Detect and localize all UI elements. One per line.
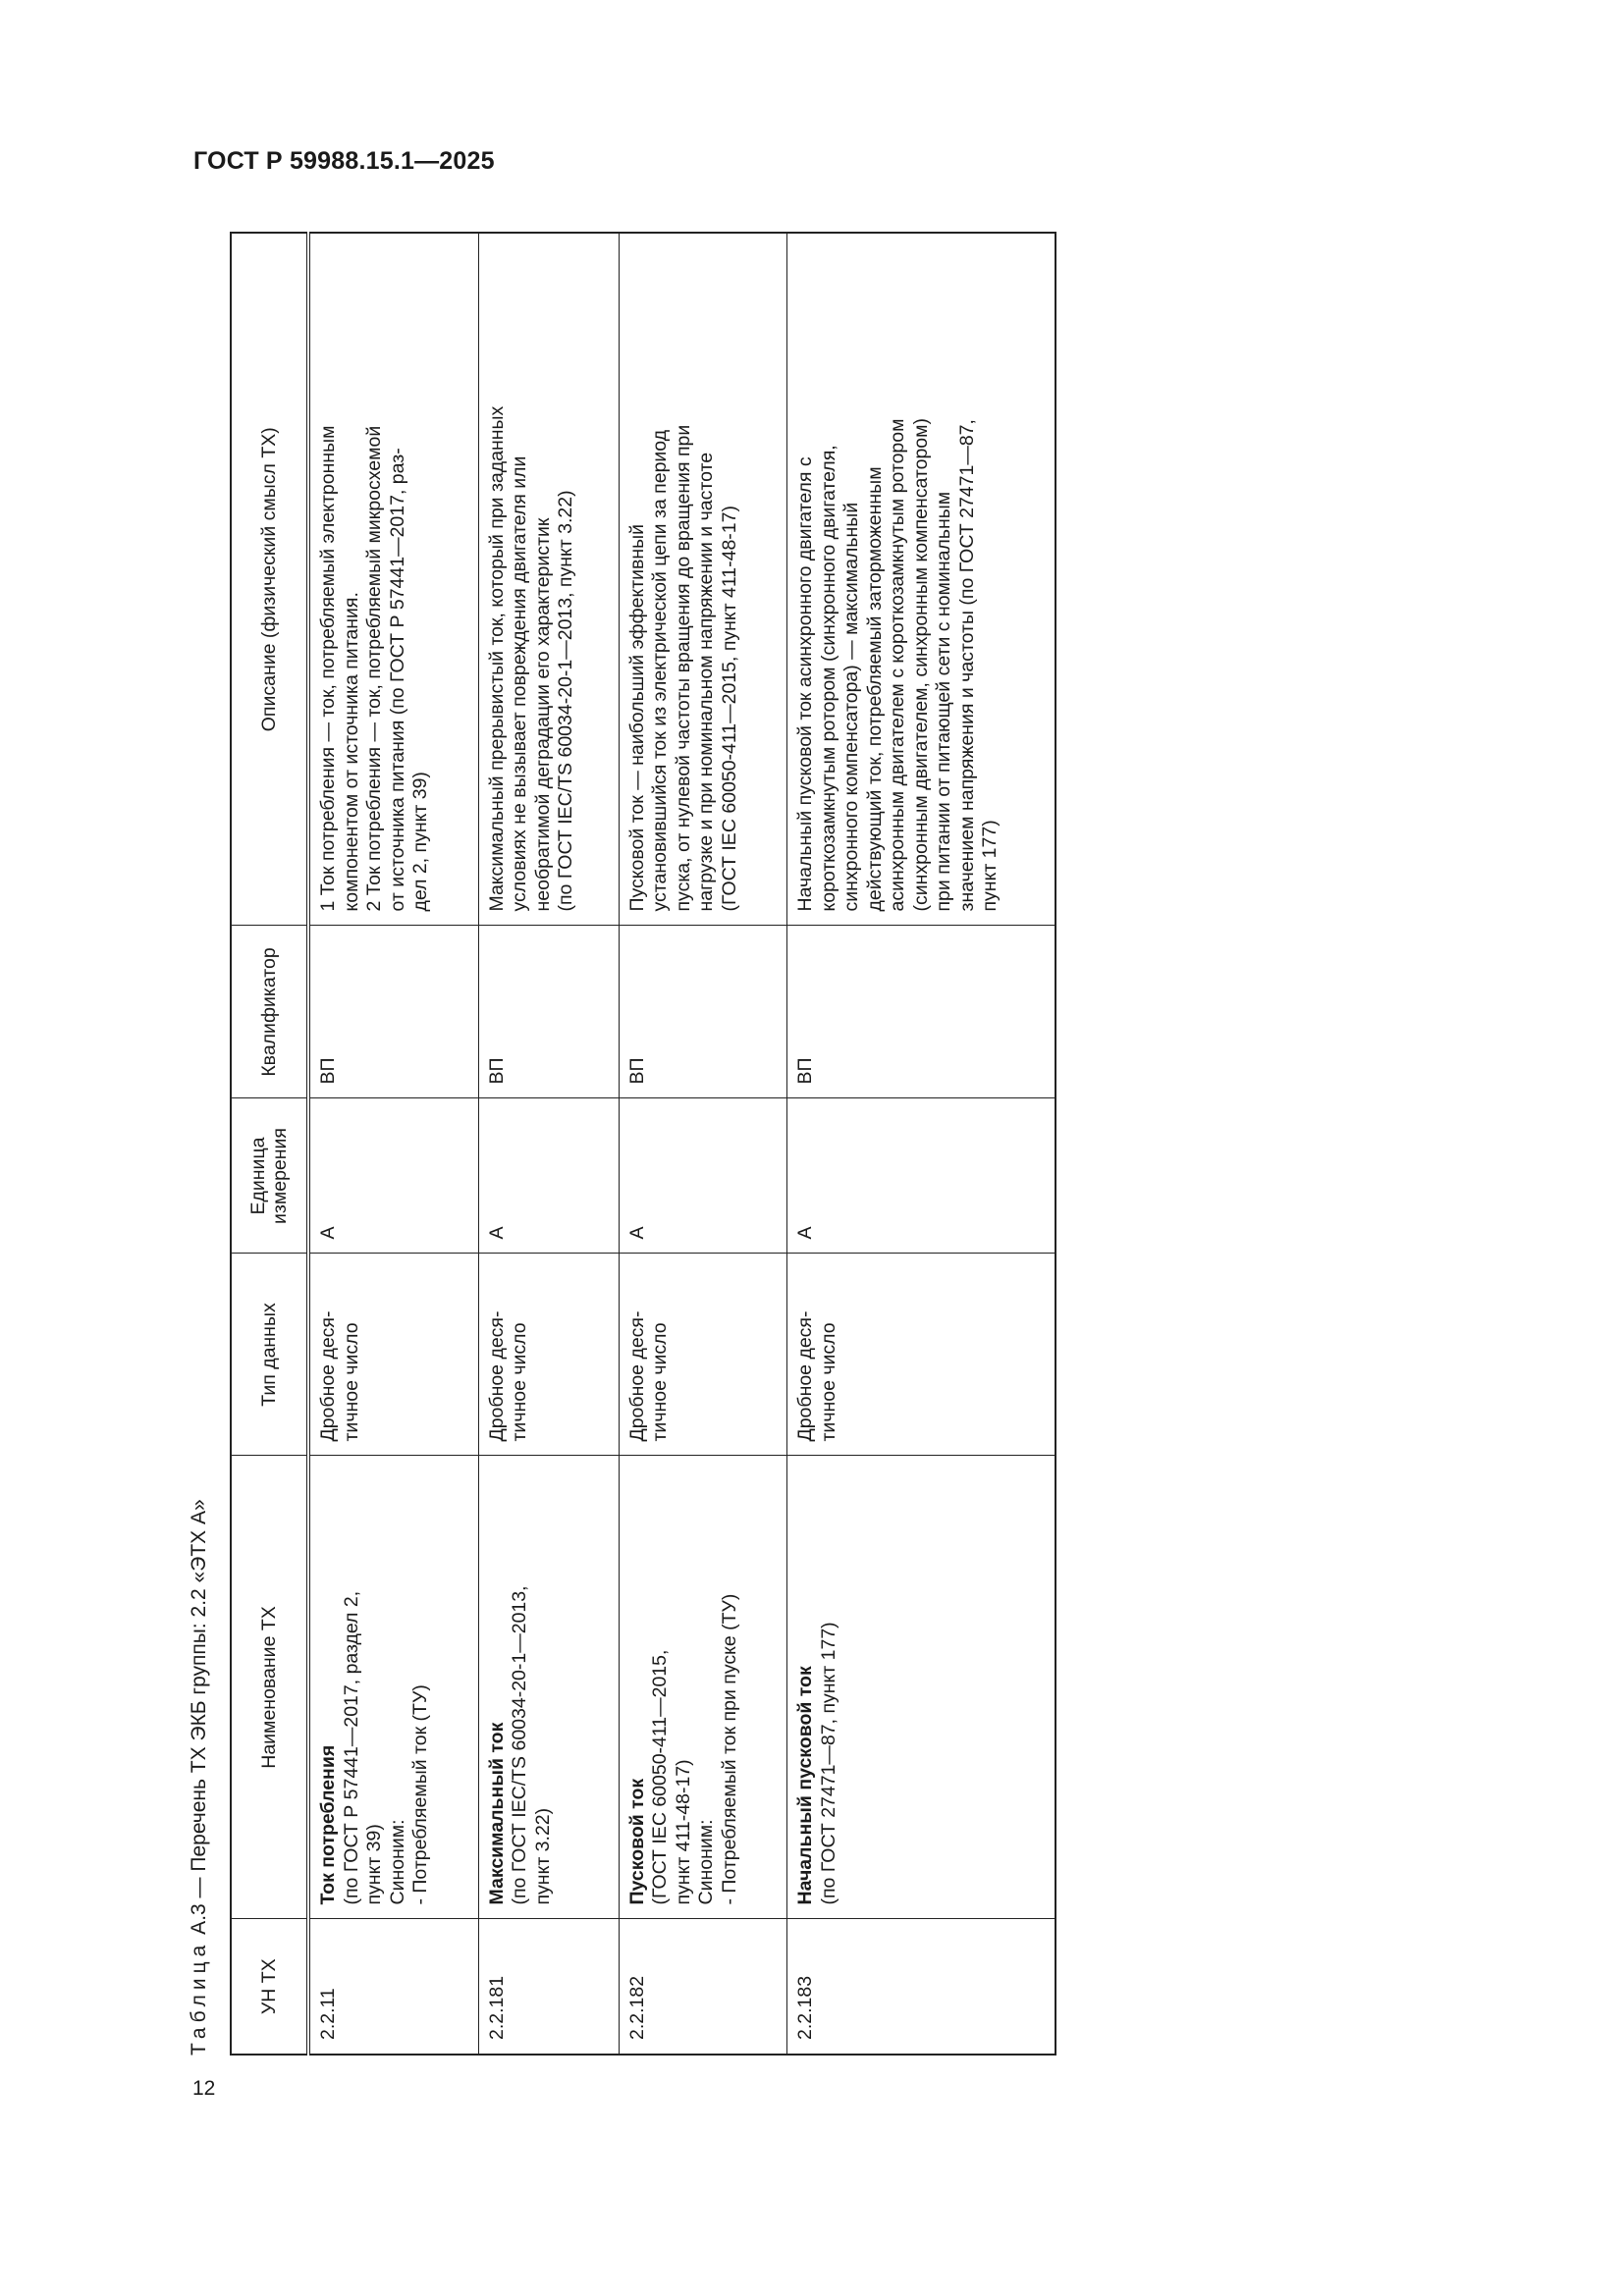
- cell-type: [619, 1254, 787, 1456]
- desc-line: 2 Ток потребления — ток, потребляемый микросхемой: [363, 425, 385, 912]
- desc-line: дел 2, пункт 39): [409, 772, 431, 912]
- desc-line: синхронного компенсатора) — максимальный: [840, 502, 863, 912]
- desc-line: необратимой деградации его характеристик: [531, 517, 554, 912]
- cell-qualifier: ВП: [308, 926, 478, 1098]
- cell-description: [619, 233, 787, 926]
- name-line: пункт 3.22): [531, 1807, 554, 1905]
- col-header-name: Наименование ТХ: [231, 1456, 308, 1919]
- cell-qualifier: ВП: [619, 926, 787, 1098]
- type-line: тичное число: [817, 1322, 839, 1442]
- desc-line: пуска, от нулевой частоты вращения до вращения при: [672, 424, 694, 912]
- cell-id: 2.2.183: [787, 1919, 1056, 2055]
- characteristic-name: Начальный пусковой ток: [794, 1666, 817, 1905]
- table-row: [787, 233, 1056, 2055]
- name-line: (по ГОСТ Р 57441—2017, раздел 2,: [340, 1590, 362, 1905]
- type-line: Дробное деся-: [485, 1310, 508, 1442]
- characteristic-name: Максимальный ток: [485, 1722, 508, 1905]
- type-line: Дробное деся-: [794, 1310, 817, 1442]
- page-number: 12: [192, 2077, 216, 2100]
- cell-description: [787, 233, 1056, 926]
- cell-type: [787, 1254, 1056, 1456]
- cell-description: [478, 233, 619, 926]
- desc-line: от источника питания (по ГОСТ Р 57441—2017, раз-: [386, 448, 408, 912]
- desc-line: (синхронным двигателем, синхронным компенсатором): [909, 417, 932, 912]
- rotated-table-area: [187, 226, 1060, 2061]
- name-line: пункт 411-48-17): [672, 1759, 694, 1905]
- cell-type: [478, 1254, 619, 1456]
- col-header-qualifier: Квалификатор: [231, 926, 308, 1098]
- name-line: - Потребляемый ток при пуске (ТУ): [718, 1593, 740, 1905]
- characteristic-name: Пусковой ток: [625, 1778, 648, 1905]
- cell-type: [308, 1254, 478, 1456]
- col-header-unit: [231, 1098, 308, 1254]
- col-header-description: Описание (физический смысл ТХ): [231, 233, 308, 926]
- desc-line: условиях не вызывает повреждения двигателя или: [509, 455, 531, 912]
- table-row: [619, 233, 787, 2055]
- cell-unit: А: [308, 1098, 478, 1254]
- table-caption: [187, 1499, 212, 2056]
- name-line: (по ГОСТ IEC/TS 60034-20-1—2013,: [509, 1585, 531, 1905]
- table-row: [308, 233, 478, 2055]
- cell-id: 2.2.11: [308, 1919, 478, 2055]
- cell-qualifier: ВП: [787, 926, 1056, 1098]
- cell-id: 2.2.181: [478, 1919, 619, 2055]
- type-line: тичное число: [509, 1322, 531, 1442]
- col-header-unit-line1: Единица: [247, 1137, 269, 1215]
- table-row: [478, 233, 619, 2055]
- type-line: Дробное деся-: [625, 1310, 648, 1442]
- desc-line: установившийся ток из электрической цепи за период: [649, 429, 672, 912]
- cell-unit: А: [787, 1098, 1056, 1254]
- characteristic-name: Ток потребления: [317, 1744, 339, 1905]
- name-line: пункт 39): [363, 1824, 385, 1905]
- desc-line: значением напряжения и частоты (по ГОСТ 27471—87,: [955, 419, 978, 912]
- table-caption-text: А.3 — Перечень ТХ ЭКБ группы: 2.2 «ЭТХ А»: [188, 1499, 210, 1935]
- table-caption-lead: Таблица: [188, 1940, 210, 2056]
- cell-unit: А: [478, 1098, 619, 1254]
- characteristics-table: [230, 232, 1056, 2056]
- cell-qualifier: ВП: [478, 926, 619, 1098]
- name-line: (ГОСТ IEC 60050-411—2015,: [649, 1649, 672, 1905]
- type-line: Дробное деся-: [317, 1310, 339, 1442]
- cell-name: [478, 1456, 619, 1919]
- cell-name: [619, 1456, 787, 1919]
- cell-id: 2.2.182: [619, 1919, 787, 2055]
- col-header-type: Тип данных: [231, 1254, 308, 1456]
- col-header-id: УН ТХ: [231, 1919, 308, 2055]
- desc-line: нагрузке и при номинальном напряжении и частоте: [695, 452, 718, 912]
- col-header-unit-line2: измерения: [269, 1128, 291, 1224]
- type-line: тичное число: [649, 1322, 672, 1442]
- name-line: - Потребляемый ток (ТУ): [409, 1684, 431, 1905]
- document-header: ГОСТ Р 59988.15.1—2025: [193, 147, 495, 175]
- cell-name: [787, 1456, 1056, 1919]
- name-line: Синоним:: [695, 1819, 718, 1905]
- desc-line: компонентом от источника питания.: [340, 592, 362, 912]
- desc-line: Максимальный прерывистый ток, который при заданных: [485, 405, 508, 912]
- desc-line: асинхронным двигателем с короткозамкнутым ротором: [887, 418, 909, 912]
- table-header-row: [231, 233, 308, 2055]
- cell-name: [308, 1456, 478, 1919]
- type-line: тичное число: [340, 1322, 362, 1442]
- desc-line: пункт 177): [979, 820, 1001, 912]
- name-line: (по ГОСТ 27471—87, пункт 177): [817, 1622, 839, 1905]
- desc-line: Пусковой ток — наибольший эффективный: [625, 523, 648, 912]
- desc-line: при питании от питающей сети с номинальным: [933, 491, 955, 912]
- desc-line: короткозамкнутым ротором (синхронного двигателя,: [817, 445, 839, 912]
- desc-line: Начальный пусковой ток асинхронного двигателя с: [794, 456, 817, 912]
- desc-line: (по ГОСТ IEC/TS 60034-20-1—2013, пункт 3.22): [555, 490, 577, 912]
- desc-line: (ГОСТ IEC 60050-411—2015, пункт 411-48-17): [718, 506, 740, 912]
- cell-description: [308, 233, 478, 926]
- cell-unit: А: [619, 1098, 787, 1254]
- desc-line: действующий ток, потребляемый заторможенным: [863, 466, 886, 912]
- desc-line: 1 Ток потребления — ток, потребляемый электронным: [317, 425, 339, 912]
- name-line: Синоним:: [386, 1819, 408, 1905]
